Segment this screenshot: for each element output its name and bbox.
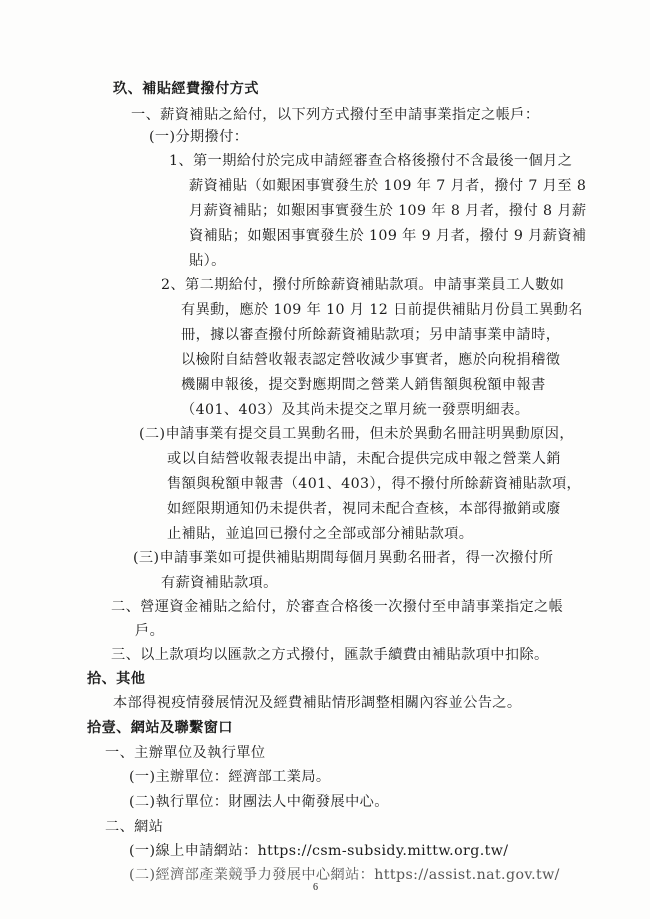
section-11-heading: 拾壹、網站及聯繫窗口 — [87, 720, 233, 736]
point-2-line: 有異動，應於 109 年 10 月 12 日前提供補貼月份員工異動名 — [181, 302, 583, 318]
sub-2-line: 售額與稅額申報書（401、403），得不撥付所餘薪資補貼款項， — [167, 476, 582, 492]
sub-3-line: (三)申請事業如可提供補貼期間每個月異動名冊者，得一次撥付所 — [133, 550, 554, 566]
online-apply-website: (一)線上申請網站：https://csm-subsidy.mittw.org.tw/ — [129, 843, 509, 859]
point-1-line: 薪資補貼（如艱困事實發生於 109 年 7 月者，撥付 7 月至 8 — [189, 178, 587, 194]
sub-3-line: 有薪資補貼款項。 — [161, 575, 278, 591]
section-10-heading: 拾、其他 — [87, 671, 146, 687]
section-9-heading: 玖、補貼經費撥付方式 — [113, 81, 259, 97]
sub-2-line: (二)申請事業有提交員工異動名冊，但未於異動名冊註明異動原因， — [139, 426, 574, 442]
sponsor-unit: (一)主辦單位：經濟部工業局。 — [129, 769, 331, 785]
section-10-body: 本部得視疫情發展情況及經費補貼情形調整相關內容並公告之。 — [113, 695, 522, 711]
executor-unit: (二)執行單位：財團法人中衛發展中心。 — [129, 794, 389, 810]
section-11-item-2-title: 二、網站 — [105, 819, 164, 835]
point-2-line: 2、第二期給付，撥付所餘薪資補貼款項。申請事業員工人數如 — [161, 277, 565, 293]
point-1-line: 1、第一期給付於完成申請經審查合格後撥付不含最後一個月之 — [169, 153, 573, 169]
point-2-line: 機關申報後，提交對應期間之營業人銷售額與稅額申報書 — [181, 377, 546, 393]
section-9-item-3: 三、以上款項均以匯款之方式撥付，匯款手續費由補貼款項中扣除。 — [111, 647, 549, 663]
point-1-line: 貼）。 — [189, 253, 226, 269]
point-2-line: 以檢附自結營收報表認定營收減少事實者，應於向稅捐稽徵 — [181, 352, 561, 368]
section-9-item-1-title: 一、薪資補貼之給付，以下列方式撥付至申請事業指定之帳戶： — [131, 107, 540, 123]
sub-2-line: 或以自結營收報表提出申請，未配合提供完成申報之營業人銷 — [167, 451, 561, 467]
competitiveness-website: (二)經濟部產業競爭力發展中心網站：https://assist.nat.gov.tw/ — [129, 867, 560, 883]
point-1-line: 資補貼；如艱困事實發生於 109 年 9 月者，撥付 9 月薪資補 — [189, 228, 587, 244]
point-2-line: （401、403）及其尚未提交之單月統一發票明細表。 — [181, 402, 530, 418]
section-9-item-2-line: 戶。 — [135, 623, 165, 639]
section-9-item-2-line: 二、營運資金補貼之給付，於審查合格後一次撥付至申請事業指定之帳 — [111, 599, 564, 615]
point-1-line: 月薪資補貼；如艱困事實發生於 109 年 8 月者，撥付 8 月薪 — [189, 203, 587, 219]
point-2-line: 冊，據以審查撥付所餘薪資補貼款項；另申請事業申請時， — [181, 327, 561, 343]
sub-1-title: (一)分期撥付： — [149, 129, 249, 145]
sub-2-line: 如經限期通知仍未提供者，視同未配合查核，本部得撤銷或廢 — [167, 501, 561, 517]
section-11-item-1-title: 一、主辦單位及執行單位 — [105, 745, 266, 761]
sub-2-line: 止補貼，並追回已撥付之全部或部分補貼款項。 — [167, 526, 474, 542]
page-number: 6 — [313, 882, 318, 893]
